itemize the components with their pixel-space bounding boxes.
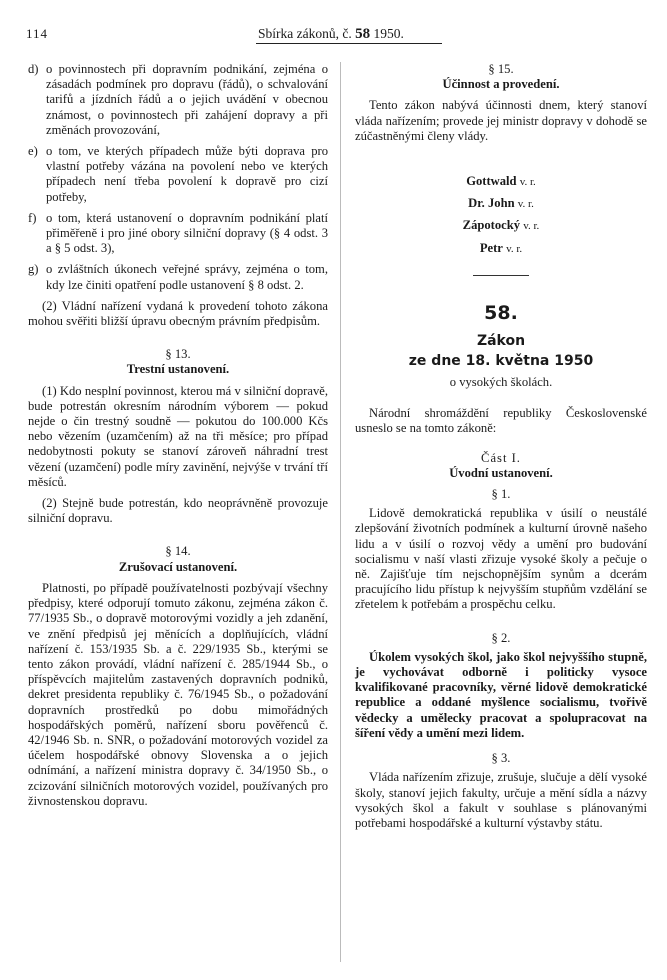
list-item-label: e): [28, 144, 38, 159]
running-title: [258, 26, 404, 42]
signature-vr: v. r.: [517, 198, 534, 211]
section-1-number: § 1.: [491, 487, 511, 502]
part-title: Úvodní ustanovení.: [449, 465, 553, 480]
running-title-text: Sbírka zákonů, č.: [258, 26, 352, 41]
section-1-paragraph: Lidově demokratická republika v úsilí o neustálé zlepšování životních podmínek a kulturní úrovně našeho lidu a v úsilí o rozvoj vědy a umění pro budování socialismu v naší vlasti zřizuje vysoké školy a pečuje o ně. Zajišťuje tím nejschopnějším synům a dcerám pracujícího lidu přístup k nejvyšším stupňům vzdělání se zřetelem k potřebám a prospěchu celku.: [355, 506, 647, 612]
signature-name: Petr: [479, 240, 503, 255]
signature-vr: v. r.: [523, 220, 540, 233]
list-item-label: f): [28, 210, 37, 225]
law-number: 58.: [484, 301, 518, 324]
section-15-paragraph: Tento zákon nabývá účinnosti dnem, který stanoví vláda nařízením; provede jej ministr dopravy v dohodě se zúčastněnými členy vlády.: [355, 98, 647, 143]
section-2-number: § 2.: [491, 630, 511, 645]
left-column: [28, 62, 328, 815]
signature: [355, 174, 647, 190]
signature: [355, 218, 647, 234]
running-title-number: 58: [355, 26, 371, 42]
signature-name: Gottwald: [466, 174, 517, 189]
section-3-paragraph: Vláda nařízením zřizuje, zrušuje, slučuje a dělí vysoké školy, stanoví jejich fakulty, určuje a mění sídla a názvy vysokých škol a fakult v souhlase s plánovanými potřebami hospodářské a kulturní výstavby státu.: [355, 770, 647, 830]
section-13-title: Trestní ustanovení.: [126, 362, 230, 377]
list-item-label: d): [28, 62, 39, 76]
section-15-title: Účinnost a provedení.: [442, 77, 560, 92]
law-date: ze dne 18. května 1950: [408, 353, 594, 370]
list-item-text: o zvláštních úkonech veřejné správy, zejména o tom, kdy lze činiti opatření podle ustanovení § 8 odst. 2.: [46, 262, 328, 292]
separator-rule: [473, 275, 529, 276]
section-2-paragraph: Úkolem vysokých škol, jako škol nejvyššího stupně, je vychovávat odborně i politicky vysoce kvalifikované pracovníky, věrné lidově demokratické republice a oddané myšlence socialismu, tvořivě vědecky a umělecky pracovat a spolupracovat na šíření vědy a umění mezi lidem.: [355, 649, 647, 740]
section-14-number: § 14.: [165, 544, 191, 559]
list-item: [28, 211, 328, 257]
section-3-number: § 3.: [491, 751, 511, 766]
list-item-text: o tom, ve kterých případech může býti doprava pro vlastní potřeby vázána na povolení nebo ve kterých případech není třeba povolení k dopravě pro cizí potřeby,: [46, 144, 328, 204]
right-column: [355, 62, 647, 837]
header-rule: [256, 43, 442, 44]
list-item: [28, 144, 328, 205]
section-13-number: § 13.: [165, 347, 191, 362]
page-number: 114: [26, 26, 49, 41]
section-13-paragraph-1: (1) Kdo nesplní povinnost, kterou má v silniční dopravě, bude potrestán okresním národním výborem — pokud nejde o čin trestný soudně — pokutou do 100.000 Kčs nebo vězením (uzamčením) až na tři měsíce; pro případ nedobytnosti pokuty se stanoví zároveň náhradní trest vězení (uzamčení) podle míry zavinění, nejvýše v trvání tří měsíců.: [28, 383, 328, 489]
list-item-text: o povinnostech při dopravním podnikání, zejména o zásadách podmínek pro dopravu (řádů), o schvalování tarifů a jízdních řádů a o jejich uvádění v obecnou známost, o povinnostech při zahájení dopravy a při změnách provozování,: [46, 62, 328, 137]
list-item: [28, 262, 328, 292]
section-14-paragraph: Platnosti, po případě používatelnosti pozbývají všechny předpisy, které odporují tomuto zákonu, zejména zákon č. 77/1935 Sb., o dopravě motorovými vozidly a jeh zdanění, ve znění předpisů jej měnících a doplňujících, vládní nařízení č. 153/1935 Sb. a č. 229/1935 Sb., kterými se tento zákon provádí, vládní nařízení č. 285/1944 Sb., o příspěvcích majitelům zastavených dopravních podniků, dekret presidenta republiky č. 76/1945 Sb., o požadování dopravních prostředků po dobu mimořádných hospodářských poměrů, nařízení sboru pověřenců č. 42/1946 Sb. n. SNR, o požadování motorových vozidel za účelem hospodářské obnovy Slovenska a o jejich odnímání, a nařízení ministra dopravy č. 34/1950 Sb., o zcizování silničních motorových vozidel, používaných pro živnostenskou dopravu.: [28, 580, 328, 808]
running-title-year: 1950.: [373, 26, 404, 41]
list-item-label: g): [28, 262, 39, 277]
list-item-text: o tom, která ustanovení o dopravním podnikání platí přiměřeně i pro jiné obory silniční dopravy (§ 4 odst. 3 a § 5 odst. 3),: [46, 210, 328, 256]
law-subtitle: o vysokých školách.: [449, 375, 553, 390]
signature-name: Dr. John: [468, 196, 515, 211]
preamble: Národní shromáždění republiky Československé usneslo se na tomto zákoně:: [355, 406, 647, 436]
list-item: [28, 62, 328, 138]
section-14-title: Zrušovací ustanovení.: [118, 559, 238, 574]
section-15-number: § 15.: [488, 62, 514, 76]
law-title: Zákon: [476, 333, 526, 350]
signature: [355, 196, 647, 212]
signature-name: Zápotocký: [462, 218, 521, 233]
section-13-paragraph-2: (2) Stejně bude potrestán, kdo neoprávněně provozuje silniční dopravu.: [28, 496, 328, 526]
signature: [355, 241, 647, 257]
signature-vr: v. r.: [519, 176, 536, 189]
part-heading: Část I.: [481, 450, 521, 465]
page-header: [26, 26, 641, 44]
column-divider: [340, 62, 341, 962]
paragraph-2: (2) Vládní nařízení vydaná k provedení tohoto zákona mohou svěřiti bližší úpravu obecným právním předpisům.: [28, 298, 328, 329]
signature-vr: v. r.: [506, 242, 523, 255]
